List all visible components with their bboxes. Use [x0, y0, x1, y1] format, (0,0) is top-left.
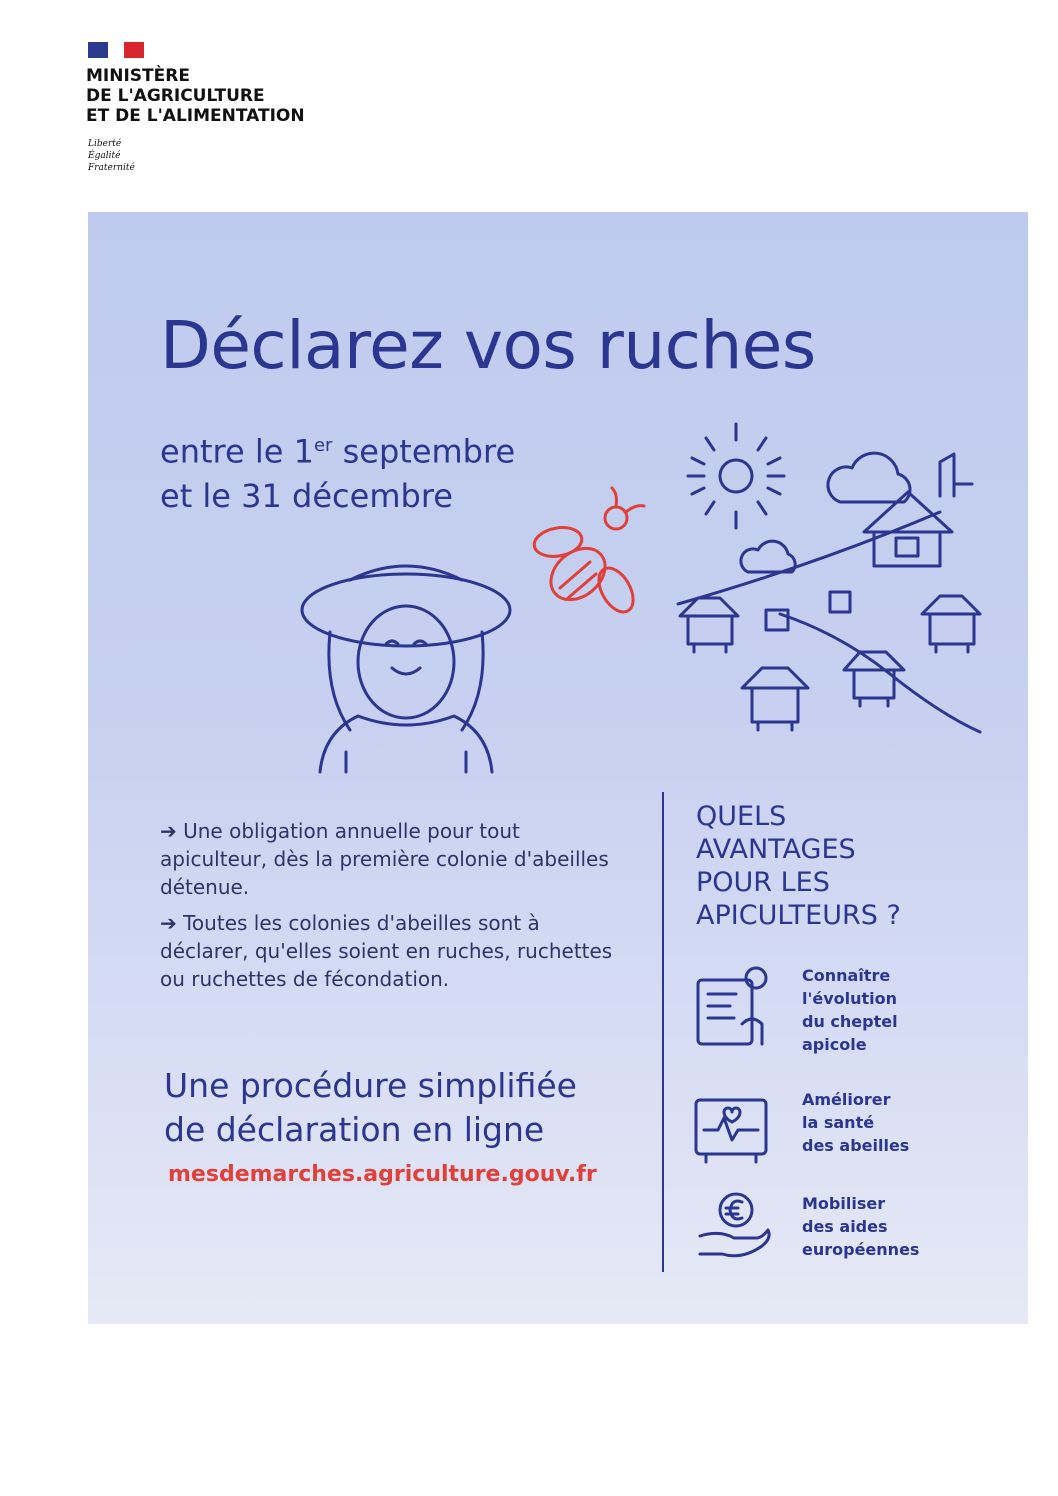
beehive-icon: [742, 668, 808, 730]
ministry-name: MINISTÈRE DE L'AGRICULTURE ET DE L'ALIMENTATION: [86, 66, 305, 126]
bullet-annual-obligation: ➔ Une obligation annuelle pour tout apiculteur, dès la première colonie d'abeilles détenue.: [160, 819, 609, 899]
declaration-period: entre le 1er septembre et le 31 décembre: [160, 432, 516, 515]
republic-flag-logo: [88, 42, 144, 58]
bullet-all-colonies: ➔ Toutes les colonies d'abeilles sont à déclarer, qu'elles soient en ruches, ruchettes ou ruchettes de fécondation.: [160, 911, 613, 991]
declaration-link[interactable]: mesdemarches.agriculture.gouv.fr: [168, 1162, 597, 1187]
beehive-icon: [922, 596, 980, 652]
republic-motto: Liberté Égalité Fraternité: [88, 139, 135, 173]
beehive-icon: [844, 652, 904, 706]
advantages-title: QUELS AVANTAGES POUR LES APICULTEURS ?: [696, 801, 901, 931]
beehive-icon: [766, 610, 788, 630]
poster: [88, 212, 1028, 1324]
benefit-cheptel: Connaître l'évolution du cheptel apicole: [802, 966, 898, 1054]
beekeeper-icon: [302, 566, 510, 772]
tablet-icon: [698, 968, 766, 1044]
benefit-aides: Mobiliser des aides européennes: [802, 1194, 920, 1259]
cloud-icon: [741, 541, 795, 572]
column-divider: [662, 792, 664, 1272]
heart-monitor-icon: [696, 1100, 766, 1162]
beehive-icon: [830, 592, 850, 612]
benefit-icons: [690, 964, 780, 1354]
sun-icon: [688, 424, 784, 528]
cloud-icon: [828, 453, 910, 502]
poster-title: Déclarez vos ruches: [160, 307, 816, 384]
procedure-heading: Une procédure simplifiée de déclaration en ligne: [164, 1066, 577, 1149]
benefit-sante: Améliorer la santé des abeilles: [802, 1090, 910, 1155]
obligation-bullets: [160, 817, 630, 1001]
house-icon: [864, 454, 972, 566]
beehive-icon: [680, 598, 738, 652]
bee-icon: [532, 488, 644, 618]
euro-hand-icon: [700, 1194, 769, 1256]
